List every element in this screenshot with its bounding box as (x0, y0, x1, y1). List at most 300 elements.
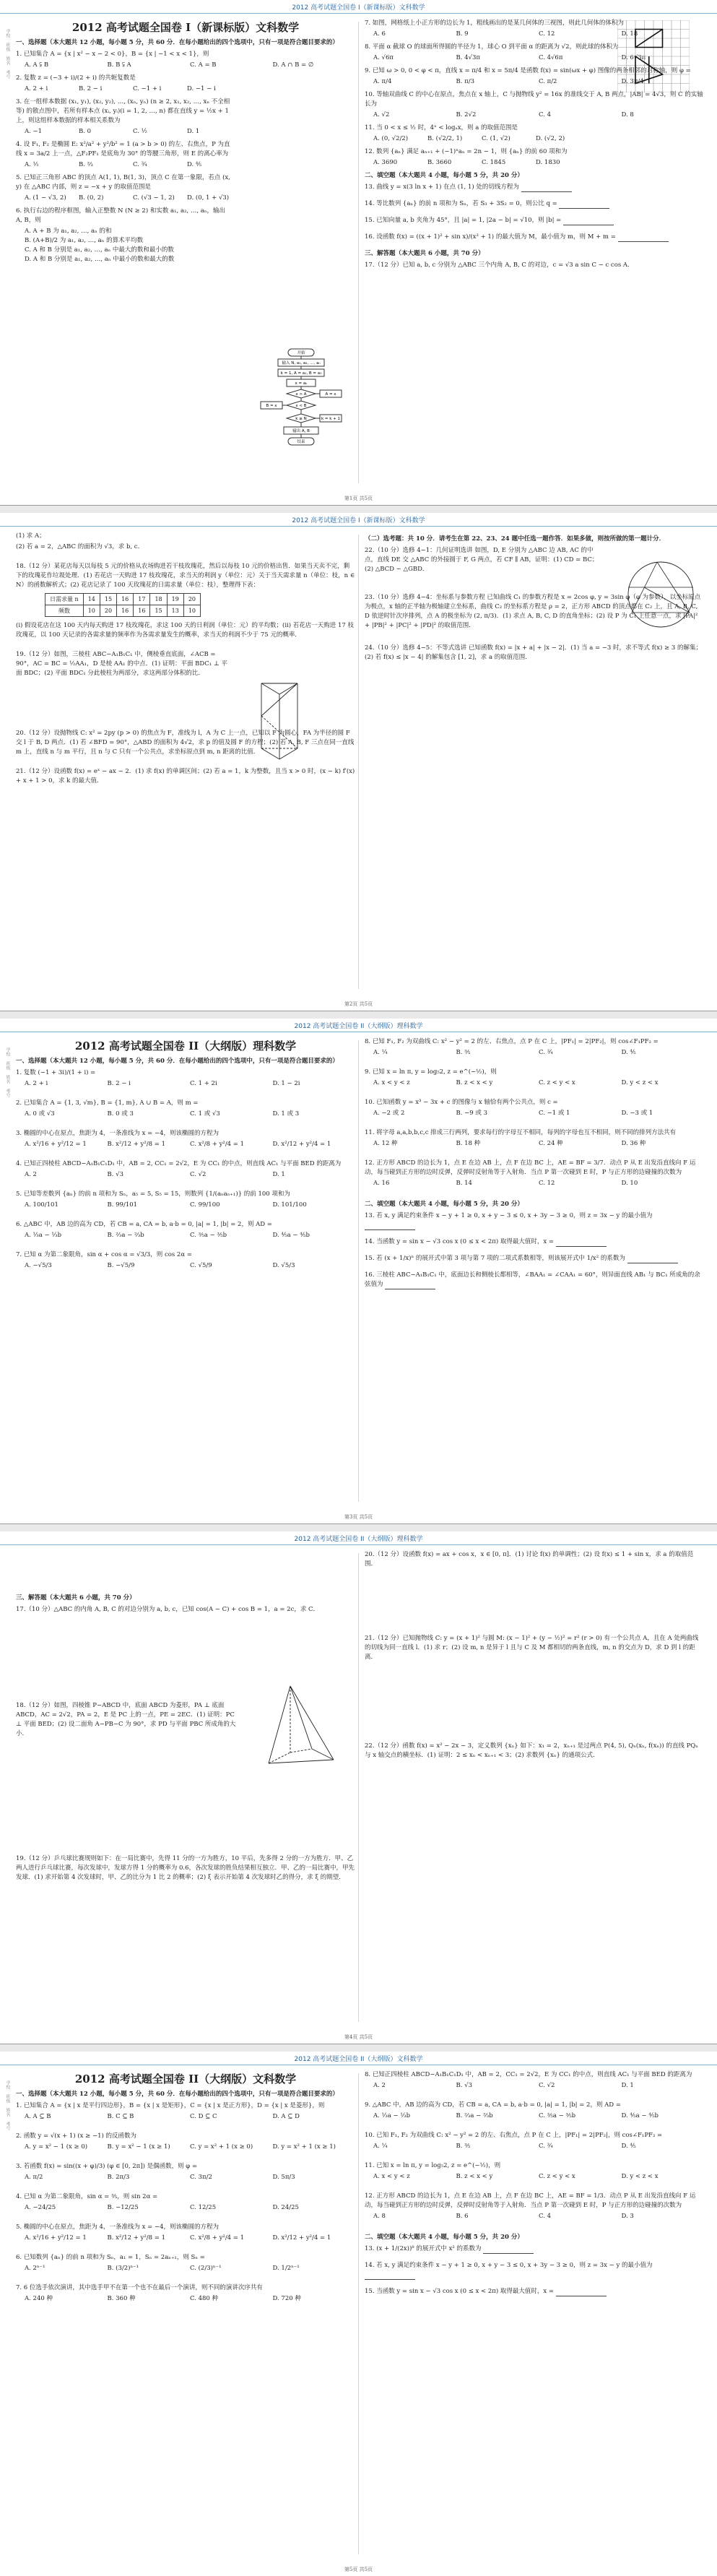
question-text: 12. 数列 {aₙ} 满足 aₙ₊₁ + (−1)ⁿaₙ = 2n − 1，则 {aₙ} 的前 60 项和为 (365, 148, 568, 155)
answer-option[interactable]: A. 2 (25, 1171, 37, 1178)
question-text: 4. 设 F₁, F₂ 是椭圆 E: x²/a² + y²/b² = 1 (a > b > 0) 的左、右焦点，P 为直线 x = 3a/2 上一点，△F₂PF₁ 是底角为 30° 的等腰三角形，则 E 的离心率为 (16, 141, 230, 157)
answer-options (16, 2143, 355, 2152)
fill-blank-text: 14. 等比数列 {aₙ} 的前 n 项和为 Sₙ，若 S₃ + 3S₂ = 0，则公比 q = (365, 200, 557, 207)
answer-option[interactable]: C. −1 或 1 (539, 1110, 570, 1117)
answer-option[interactable]: C. A = B (190, 61, 217, 69)
question-item (16, 1068, 355, 1089)
question-item (16, 2192, 355, 2213)
flow-cond-2-label: x < B (295, 404, 307, 408)
answer-option[interactable]: C. 1 + 2i (190, 1080, 217, 1087)
answer-option[interactable]: D. 720 种 (272, 2295, 301, 2302)
answer-option[interactable]: B. 18 种 (456, 1140, 481, 1147)
question-item (365, 2161, 704, 2182)
answer-option[interactable]: D. 10 (621, 1180, 638, 1187)
question-text: 4. 已知 α 为第二象限角，sin α = ⅗，则 sin 2α = (16, 2193, 158, 2200)
answer-option[interactable]: C. √2 (190, 1171, 207, 1178)
answer-option[interactable]: A. x < y < z (373, 2173, 410, 2180)
answer-options (16, 1140, 355, 1149)
answer-option[interactable]: D. 1830 (536, 159, 560, 166)
exam-title: 2012 高考试题全国卷 II（大纲版）理科数学 (74, 1040, 297, 1053)
answer-option[interactable]: C. 4 (539, 111, 552, 118)
answer-option[interactable]: A. √6π (373, 54, 394, 61)
question-list (16, 2101, 355, 2304)
answer-option[interactable]: C. 1845 (482, 159, 506, 166)
question-text: 7. 如图，网格纸上小正方形的边长为 1，粗线画出的是某几何体的三视图，则此几何体的体积为 (365, 20, 624, 27)
answer-option[interactable]: A. 8 (373, 2213, 386, 2220)
page-gap (0, 506, 717, 513)
prism-figure (247, 676, 312, 763)
answer-option[interactable]: D. 36 种 (621, 1140, 646, 1147)
answer-option[interactable]: A. 3690 (373, 159, 398, 166)
answer-option[interactable]: D. y < z < x (621, 1079, 659, 1086)
answer-option[interactable]: C. x²/8 + y²/4 = 1 (190, 2234, 245, 2242)
answer-options (16, 2264, 355, 2273)
question-text: 6. 已知数列 {aₙ} 的前 n 项和为 Sₙ，a₁ = 1，Sₙ = 2aₙ₊₁，则 Sₙ = (16, 2254, 205, 2261)
answer-option[interactable]: C. A 和 B 分别是 a₁, a₂, …, aₙ 中最大的数和最小的数 (25, 246, 174, 254)
left-column (16, 532, 355, 992)
answer-option[interactable]: B. 0 (79, 128, 92, 135)
answer-option[interactable]: D. y < z < x (621, 2173, 659, 2180)
answer-option[interactable]: B. √3 (456, 2082, 472, 2089)
answer-options (365, 2142, 704, 2151)
answer-options (16, 160, 241, 170)
answer-option[interactable]: A. y = x² − 1 (x ≥ 0) (25, 2143, 88, 2151)
answer-option[interactable]: A. 6 (373, 30, 386, 38)
answer-option[interactable]: D. ⅘a − ⅘b (272, 1232, 310, 1239)
answer-option[interactable]: B. 2π/3 (107, 2174, 130, 2181)
answer-option[interactable]: D. √5/3 (272, 1262, 295, 1269)
answer-option[interactable]: C. 99/100 (190, 1201, 220, 1209)
answer-option[interactable]: D. 18 (621, 30, 638, 38)
answer-option[interactable]: A. 0 或 √3 (25, 1110, 55, 1118)
answer-option[interactable]: D. x²/12 + y²/4 = 1 (272, 2234, 331, 2242)
column-divider (358, 2073, 359, 2554)
fill-blank-text: 13. 若 x, y 满足约束条件 x − y + 1 ≥ 0, x + y − 3 ≤ 0, x + 3y − 3 ≥ 0，则 z = 3x − y 的最小值为 (365, 1212, 653, 1219)
answer-option[interactable]: D. 1 − 2i (272, 1080, 300, 1087)
answer-option[interactable]: D. 8 (621, 111, 634, 118)
flow-output-label: 输出 A, B (292, 429, 310, 433)
question-list (365, 2070, 704, 2221)
question-text: 12. 正方形 ABCD 的边长为 1，点 E 在边 AB 上，点 F 在边 BC 上，AE = BF = 3/7．动点 P 从 E 出发沿直线向 F 运动，每当碰到正方形的边时反弹，反弹时反射角等于入射角．当点 P 第一次碰到 E 时，P 与正方形的边碰撞的次数为 (365, 1159, 696, 1176)
answer-option[interactable]: B. ⅗ (456, 2143, 471, 2150)
table-cell: 20 (100, 605, 116, 617)
question-text: 3. 在一组样本数据 (x₁, y₁), (x₂, y₂), …, (xₙ, yₙ) (n ≥ 2, x₁, x₂, …, xₙ 不全相等) 的散点图中，若所有样本点 (xᵢ, yᵢ)(i = 1, 2, …, n) 都在直线 y = ½x + 1 上，则这组样本数据的样本相关系数为 (16, 98, 230, 124)
question-text: 12. 正方形 ABCD 的边长为 1，点 E 在边 AB 上，点 F 在边 BC 上，AE = BF = 1/3．动点 P 从 E 出发沿直线向 F 运动，每当碰到正方形的边时反弹，反弹时反射角等于入射角．当点 P 第一次碰到 E 时，P 与正方形的边碰撞的次数为 (365, 2192, 696, 2209)
answer-options (16, 227, 241, 264)
answer-option[interactable]: D. A 和 B 分别是 a₁, a₂, …, aₙ 中最小的数和最大的数 (25, 256, 175, 263)
answer-option[interactable]: C. 24 种 (539, 1140, 563, 1147)
exam-page-5 (0, 2052, 717, 2576)
flow-assign-b-label: B = x (266, 404, 277, 408)
answer-option[interactable]: A. −2 或 2 (373, 1110, 405, 1117)
page-header-title: 2012 高考试题全国卷 II（大纲版）文科数学 (294, 2056, 423, 2063)
answer-option[interactable]: B. z < x < y (456, 1079, 493, 1086)
table-cell: 15 (100, 594, 116, 605)
answer-option[interactable]: B. 6 (456, 2213, 469, 2220)
answer-option[interactable]: C. ⅗a − ⅗b (539, 2112, 576, 2119)
answer-option[interactable]: A. 2ⁿ⁻¹ (25, 2265, 45, 2272)
answer-option[interactable]: C. π/2 (539, 78, 557, 85)
answer-blank[interactable] (627, 1256, 678, 1263)
column-divider (358, 1040, 359, 1502)
answer-option[interactable]: C. 12 (539, 30, 555, 38)
answer-option[interactable]: B. ⅗ (456, 1049, 471, 1056)
student-info-sidebar: 学校 班级 姓名 考号 (5, 29, 10, 79)
answer-option[interactable]: D. 3 (621, 2213, 634, 2220)
question-20: 20.（12 分）设抛物线 C: x² = 2py (p > 0) 的焦点为 F，准线为 l，A 为 C 上一点，已知以 F 为圆心，FA 为半径的圆 F 交 l 于 B, D 两点．(1) 若 ∠BFD = 90°，△ABD 的面积为 4√2，求 p 的值及圆 F 的方程；(2) 若 A, B, F 三点在同一直线 m 上，直线 n 与 m 平行，且 n 与 C 只有一个公共点，求坐标原点到 m, n 距离的比值． (16, 730, 355, 756)
answer-option[interactable]: B. ⅔a − ⅔b (107, 1232, 144, 1239)
question-19: 19.（12 分）乒乓球比赛规则如下：在一局比赛中，先得 11 分的一方为胜方，10 平后，先多得 2 分的一方为胜方．甲、乙两人进行乒乓球比赛，每次发球中，发球方得 1 分的概率为 0.6，各次发球的胜负结果相互独立．甲、乙的一局比赛中，甲先发球．(1) 求开始第 4 次发球时，甲、乙的比分为 1 比 2 的概率；(2) ξ 表示开始第 4 次发球时乙的得分，求 ξ 的期望． (16, 1855, 355, 1881)
question-text: 7. 已知 α 为第二象限角，sin α + cos α = √3/3，则 cos 2α = (16, 1251, 192, 1258)
answer-blank[interactable] (365, 1223, 415, 1230)
answer-option[interactable]: D. −3 或 1 (621, 1110, 653, 1117)
answer-option[interactable]: A. −1 (25, 128, 43, 135)
answer-option[interactable]: A. A ⫋ B (25, 61, 49, 69)
answer-option[interactable]: A. 2 (373, 2082, 386, 2089)
page-footer: 第2页 共5页 (344, 1001, 373, 1007)
fill-blank-text: 13. (x + 1/(2x))⁸ 的展开式中 x² 的系数为 (365, 2245, 482, 2252)
fill-blank-text: 13. 曲线 y = x(3 ln x + 1) 在点 (1, 1) 处的切线方程为 (365, 183, 519, 191)
question-text: 2. 复数 z = (−3 + i)/(2 + i) 的共轭复数是 (16, 74, 136, 82)
answer-option[interactable]: A. x < y < z (373, 1079, 410, 1086)
answer-option[interactable]: B. z < x < y (456, 2173, 493, 2180)
answer-option[interactable]: A. 12 种 (373, 1140, 398, 1147)
answer-option[interactable]: B. 9 (456, 30, 469, 38)
answer-blank[interactable] (521, 185, 572, 192)
answer-option[interactable]: B. −12/25 (107, 2204, 139, 2211)
answer-option[interactable]: C. √5/9 (190, 1262, 212, 1269)
answer-option[interactable]: D. 6√3π (621, 54, 646, 61)
page-gap (0, 1011, 717, 1019)
answer-option[interactable]: C. z < y < x (539, 2173, 575, 2180)
answer-option[interactable]: B. x²/12 + y²/8 = 1 (107, 1141, 165, 1148)
answer-option[interactable]: D. ⅘ (621, 2143, 636, 2150)
fill-blank-question (365, 2261, 704, 2280)
flow-input-label: 输入 N, a₁, a₂, …, aₙ (282, 361, 321, 366)
answer-option[interactable]: A. −24/25 (25, 2204, 56, 2211)
page-header-title: 2012 高考试题全国卷 II（大纲版）理科数学 (294, 1536, 423, 1543)
right-column (365, 1550, 704, 2025)
question-21: 21.（12 分）已知抛物线 C: y = (x + 1)² 与圆 M: (x − 1)² + (y − ½)² = r² (r > 0) 有一个公共点 A，且在 A 处两曲线的切线为同一直线 l．(1) 求 r；(2) 设 m, n 是异于 l 且与 C 及 M 都相切的两条直线，m, n 的交点为 D，求 D 到 l 的距离． (365, 1635, 699, 1661)
answer-option[interactable]: A. π/2 (25, 2174, 43, 2181)
page-gap (0, 1524, 717, 1531)
flow-cond-3-label: k ≥ N (295, 417, 307, 421)
table-cell: 19 (167, 594, 183, 605)
fill-list (365, 2244, 704, 2296)
answer-option[interactable]: B. B ⫋ A (107, 61, 131, 69)
answer-option[interactable]: B. C ⊆ B (107, 2113, 134, 2120)
answer-option[interactable]: C. 480 种 (190, 2295, 219, 2302)
answer-option[interactable]: D. 1/2ⁿ⁻¹ (272, 2265, 300, 2272)
answer-option[interactable]: C. ¾ (133, 161, 147, 168)
answer-option[interactable]: C. 3π/2 (190, 2174, 212, 2181)
question-item (365, 1037, 704, 1058)
answer-options (365, 2081, 704, 2091)
question-item (365, 90, 704, 120)
section-heading: 三、解答题（本大题共 6 小题，共 70 分） (365, 250, 484, 257)
flowchart-diagram (258, 347, 344, 449)
answer-option[interactable]: D. 5π/3 (272, 2174, 295, 2181)
question-item (365, 124, 704, 144)
right-column (365, 19, 704, 486)
answer-option[interactable]: D. −1 − i (187, 85, 216, 92)
question-text: 7. 6 位选手依次演讲，其中选手甲不在第一个也不在最后一个演讲，则不同的演讲次序共有 (16, 2284, 263, 2291)
answer-option[interactable]: B. 2 − i (107, 1080, 131, 1087)
answer-options (16, 194, 241, 203)
question-22: 22.（12 分）函数 f(x) = x² − 2x − 3，定义数列 {xₙ} 如下：x₁ = 2，xₙ₊₁ 是过两点 P(4, 5), Qₙ(xₙ, f(xₙ)) 的直线 PQₙ 与 x 轴交点的横坐标．(1) 证明：2 ≤ xₙ < xₙ₊₁ < 3；(2) 求数列 {xₙ} 的通项公式． (365, 1742, 698, 1759)
answer-option[interactable]: C. ½ (133, 128, 147, 135)
answer-option[interactable]: B. −9 或 3 (456, 1110, 487, 1117)
answer-option[interactable]: A. ⅓a − ⅓b (373, 2112, 411, 2119)
answer-option[interactable]: B. 3660 (427, 159, 452, 166)
page-footer: 第4页 共5页 (344, 2034, 373, 2040)
page-footer: 第3页 共5页 (344, 1514, 373, 1520)
right-column (365, 532, 704, 992)
answer-option[interactable]: D. ⅘ (621, 1049, 636, 1056)
answer-options (16, 1170, 355, 1180)
left-column (16, 2070, 355, 2557)
answer-option[interactable]: B. ⅔ (79, 161, 93, 168)
exam-page-3 (0, 1019, 717, 1524)
question-item (16, 50, 355, 70)
answer-blank[interactable] (365, 2273, 415, 2280)
answer-blank[interactable] (556, 2289, 607, 2296)
question-text: 8. 平面 α 截球 O 的球面所得圆的半径为 1，球心 O 到平面 α 的距离为 √2，则此球的体积为 (365, 43, 619, 51)
exam-title: 2012 高考试题全国卷 I（新课标版）文科数学 (71, 21, 300, 34)
answer-option[interactable]: C. √2 (539, 2082, 555, 2089)
question-text: 2. 函数 y = √(x + 1) (x ≥ −1) 的反函数为 (16, 2132, 137, 2140)
answer-option[interactable]: C. D ⊆ C (190, 2113, 217, 2120)
answer-options (365, 111, 704, 120)
question-23: 23.（10 分）选修 4−4：坐标系与参数方程 已知曲线 C₁ 的参数方程是 x = 2cos φ, y = 3sin φ（φ 为参数），以坐标原点为极点，x 轴的正半轴为极轴建立坐标系，曲线 C₂ 的坐标系方程是 ρ = 2，正方形 ABCD 的顶点都在 C₂ 上，且 A, B, C, D 依逆时针次序排列，点 A 的极坐标为 (2, π/3)．(1) 求点 A, B, C, D 的直角坐标；(2) 设 P 为 C₁ 上任意一点，求 |PA|² + |PB|² + |PC|² + |PD|² 的取值范围． (365, 594, 701, 629)
answer-option[interactable]: D. x²/12 + y²/4 = 1 (272, 1141, 331, 1148)
flow-end-label: 结束 (297, 440, 305, 444)
question-21: 21.（12 分）设函数 f(x) = eˣ − ax − 2．(1) 求 f(x) 的单调区间；(2) 若 a = 1，k 为整数，且当 x > 0 时，(x − k) f′(x) + x + 1 > 0，求 k 的最大值． (16, 768, 355, 785)
answer-option[interactable]: D. 24/25 (272, 2204, 299, 2211)
question-item (365, 1068, 704, 1088)
question-22: 22.（10 分）选修 4−1：几何证明选讲 如图，D, E 分别为 △ABC 边 AB, AC 的中点，直线 DE 交 △ABC 的外接圆于 F, G 两点，若 CF ∥ AB，证明：(1) CD = BC；(2) △BCD ∽ △GBD． (365, 547, 599, 573)
page-header-title: 2012 高考试题全国卷 II（大纲版）理科数学 (294, 1023, 423, 1030)
page-header-title: 2012 高考试题全国卷 I（新课标版）文科数学 (292, 517, 425, 524)
table-cell: 10 (83, 605, 100, 617)
answer-option[interactable]: B. 99/101 (107, 1201, 138, 1209)
answer-option[interactable]: A. −√5/3 (25, 1262, 52, 1269)
question-list (365, 1037, 704, 1188)
answer-option[interactable]: A. ⅓a − ⅓b (25, 1232, 62, 1239)
answer-option[interactable]: C. y = x² + 1 (x ≥ 0) (190, 2143, 253, 2151)
answer-option[interactable]: B. (3/2)ⁿ⁻¹ (107, 2265, 139, 2272)
left-column (16, 19, 355, 486)
answer-option[interactable]: D. y = x² + 1 (x ≥ 1) (272, 2143, 336, 2151)
answer-blank[interactable] (556, 1240, 607, 1247)
question-item (365, 147, 704, 168)
answer-option[interactable]: B. (0, 2) (79, 194, 104, 202)
answer-option[interactable]: B. ⅔a − ⅔b (456, 2112, 493, 2119)
answer-option[interactable]: B. 360 种 (107, 2295, 136, 2302)
fill-blank-text: 16. 三棱柱 ABC−A₁B₁C₁ 中，底面边长和侧棱长都相等，∠BAA₁ = ∠CAA₁ = 60°，则异面直线 AB₁ 与 BC₁ 所成角的余弦值为 (365, 1271, 700, 1288)
answer-option[interactable]: C. 4 (539, 2213, 552, 2220)
question-text: 9. △ABC 中，AB 边的高为 CD，若 CB = a, CA = b, a·b = 0, |a| = 1, |b| = 2，则 AD = (365, 2101, 621, 2109)
answer-options (16, 1231, 355, 1240)
fill-blank-text: 15. 已知向量 a, b 夹角为 45°，且 |a| = 1, |2a − b| = √10，则 |b| = (365, 217, 562, 224)
question-item (365, 2192, 704, 2221)
question-item (16, 98, 355, 137)
table-row (45, 605, 201, 617)
flow-cond-1-label: x > A (295, 392, 307, 397)
question-item (16, 2101, 355, 2122)
answer-blank[interactable] (385, 1282, 435, 1289)
answer-option[interactable]: A. π/4 (373, 78, 392, 85)
answer-option[interactable]: A. 2 + i (25, 85, 48, 92)
answer-option[interactable]: A. A + B 为 a₁, a₂, …, aₙ 的和 (25, 228, 112, 235)
fill-blank-question (365, 1237, 704, 1247)
answer-option[interactable]: A. 240 种 (25, 2295, 53, 2302)
answer-option[interactable]: B. 0 或 3 (107, 1110, 134, 1118)
answer-option[interactable]: D. (√2, 2) (536, 135, 565, 142)
answer-option[interactable]: B. (A+B)/2 为 a₁, a₂, …, aₙ 的算术平均数 (25, 237, 144, 244)
answer-option[interactable]: A. A ⊆ B (25, 2113, 51, 2120)
answer-option[interactable]: B. 4√3π (456, 54, 480, 61)
answer-option[interactable]: D. A ∩ B = ∅ (272, 61, 314, 69)
answer-options (16, 1079, 355, 1089)
answer-option[interactable]: B. −√5/9 (107, 1262, 135, 1269)
fill-list (365, 1211, 704, 1289)
question-20: 20.（12 分）设函数 f(x) = ax + cos x，x ∈ [0, π]．(1) 讨论 f(x) 的单调性；(2) 设 f(x) ≤ 1 + sin x，求 a 的取值范围． (365, 1551, 694, 1568)
answer-option[interactable]: B. (√2/2, 1) (427, 135, 463, 142)
answer-option[interactable]: D. 1 (187, 128, 200, 135)
question-item (16, 173, 355, 203)
answer-options (16, 85, 241, 94)
answer-option[interactable]: D. (0, 1 + √3) (187, 194, 230, 202)
answer-option[interactable]: B. 14 (456, 1180, 472, 1187)
right-column (365, 2070, 704, 2557)
answer-option[interactable]: B. y = x² − 1 (x ≥ 1) (107, 2143, 170, 2151)
table-cell: 13 (167, 605, 183, 617)
answer-option[interactable]: C. 12 (539, 1180, 555, 1187)
answer-option[interactable]: C. (√3 − 1, 2) (133, 194, 175, 202)
page-header-title: 2012 高考试题全国卷 I（新课标版）文科数学 (292, 4, 425, 12)
page-gap (0, 2044, 717, 2052)
answer-option[interactable]: C. x²/8 + y²/4 = 1 (190, 1141, 245, 1148)
fill-blank-text: 15. 若 (x + 1/x)ⁿ 的展开式中第 3 项与第 7 项的二项式系数相等，则该展开式中 1/x² 的系数为 (365, 1255, 625, 1262)
answer-option[interactable]: A. √2 (373, 111, 390, 118)
answer-options (365, 2172, 704, 2182)
question-item (16, 2162, 355, 2182)
answer-blank[interactable] (563, 218, 614, 225)
question-item (365, 1098, 704, 1118)
answer-options (365, 1079, 704, 1088)
answer-option[interactable]: C. 1 或 √3 (190, 1110, 220, 1118)
table-header-row (45, 594, 201, 605)
section-heading: 一、选择题（本大题共 12 小题，每小题 5 分，共 60 分．在每小题给出的四个选项中，只有一项是符合题目要求的） (16, 2091, 339, 2098)
answer-option[interactable]: C. ⅗a − ⅗b (190, 1232, 227, 1239)
answer-option[interactable]: C. ¾ (539, 2143, 553, 2150)
table-cell: 16 (117, 605, 134, 617)
table-cell: 频数 (45, 605, 84, 617)
q17-part-2: (2) 若 a = 2，△ABC 的面积为 √3，求 b, c． (16, 543, 144, 550)
section-heading: 二、填空题（本大题共 4 小题，每小题 5 分，共 20 分） (365, 1201, 523, 1208)
question-text: 1. 已知集合 A = {x | x² − x − 2 < 0}，B = {x | −1 < x < 1}，则 (16, 51, 209, 58)
answer-options (16, 2112, 355, 2122)
question-item (365, 2131, 704, 2151)
answer-option[interactable]: D. 1 或 3 (272, 1110, 300, 1118)
fill-blank-question (365, 2244, 704, 2254)
question-text: 3. 若函数 f(x) = sin((x + φ)/3) (φ ∈ [0, 2π]) 是偶函数，则 φ = (16, 2163, 198, 2170)
answer-options (365, 1179, 704, 1188)
question-list (16, 1068, 355, 1271)
answer-option[interactable]: C. z < y < x (539, 1079, 575, 1086)
answer-option[interactable]: C. 4√6π (539, 54, 563, 61)
answer-options (16, 127, 241, 137)
answer-option[interactable]: A. (1 − √3, 2) (25, 194, 66, 202)
section-heading: 一、选择题（本大题共 12 小题，每小题 5 分，共 60 分．在每小题给出的四个选项中，只有一项是符合题目要求的） (16, 39, 339, 46)
answer-option[interactable]: A. 100/101 (25, 1201, 58, 1209)
flow-step-label: x = aₖ (295, 381, 308, 386)
answer-option[interactable]: B. π/3 (456, 78, 475, 85)
answer-option[interactable]: A. ¼ (373, 2143, 388, 2150)
answer-option[interactable]: A. x²/16 + y²/12 = 1 (25, 1141, 87, 1148)
answer-option[interactable]: C. ¾ (539, 1049, 553, 1056)
question-text: 10. 等轴双曲线 C 的中心在原点，焦点在 x 轴上，C 与抛物线 y² = 16x 的准线交于 A, B 两点，|AB| = 4√3，则 C 的实轴长为 (365, 91, 703, 108)
answer-option[interactable]: D. ⅘a − ⅘b (621, 2112, 659, 2119)
question-item (365, 2070, 704, 2091)
section-heading: 二、填空题（本大题共 4 小题，每小题 5 分，共 20 分） (365, 2234, 523, 2241)
answer-option[interactable]: D. ⅘ (187, 161, 202, 168)
answer-option[interactable]: C. (2/3)ⁿ⁻¹ (190, 2265, 222, 2272)
answer-option[interactable]: D. 3π/4 (621, 78, 644, 85)
answer-option[interactable]: D. 1 (621, 2082, 634, 2089)
answer-option[interactable]: A. (0, √2/2) (373, 135, 409, 142)
table-cell: 17 (134, 594, 150, 605)
question-18-part-2: (i) 假设花店在这 100 天内每天购进 17 枝玫瑰花，求这 100 天的日利润（单位：元）的平均数；(ii) 若花店一天购进 17 枝玫瑰花，以 100 天记录的各需求量的频率作为各需求量发生的概率，求当天的利润不少于 75 元的概率． (16, 622, 355, 639)
question-text: 8. 已知正四棱柱 ABCD−A₁B₁C₁D₁ 中，AB = 2，CC₁ = 2√2，E 为 CC₁ 的中点，则直线 AC₁ 与平面 BED 的距离为 (365, 2071, 692, 2078)
page-header (0, 2052, 717, 2065)
answer-blank[interactable] (483, 2247, 534, 2254)
answer-option[interactable]: D. A ⊆ D (272, 2113, 300, 2120)
exam-page-4 (0, 1531, 717, 2044)
table-cell: 日需求量 n (45, 594, 84, 605)
answer-option[interactable]: A. ½ (25, 161, 39, 168)
answer-blank[interactable] (559, 202, 609, 209)
question-text: 5. 已知正三角形 ABC 的顶点 A(1, 1), B(1, 3)，顶点 C 在第一象限，若点 (x, y) 在 △ABC 内部，则 z = −x + y 的取值范围是 (16, 174, 230, 191)
answer-option[interactable]: C. −1 + i (133, 85, 162, 92)
answer-option[interactable]: A. x²/16 + y²/12 = 1 (25, 2234, 87, 2242)
page-footer: 第5页 共5页 (344, 2567, 373, 2572)
answer-blank[interactable] (618, 235, 669, 242)
fill-blank-question (365, 216, 704, 225)
fill-blank-question (365, 2287, 704, 2296)
answer-option[interactable]: C. (1, √2) (482, 135, 510, 142)
answer-option[interactable]: D. 1 (272, 1171, 285, 1178)
answer-option[interactable]: A. 16 (373, 1180, 390, 1187)
answer-options (16, 2203, 355, 2213)
answer-option[interactable]: B. 2 − i (79, 85, 103, 92)
answer-option[interactable]: D. 101/100 (272, 1201, 307, 1209)
answer-options (365, 1139, 704, 1149)
question-item (16, 140, 355, 170)
question-item (16, 2132, 355, 2152)
page-footer: 第1页 共5页 (344, 496, 373, 501)
fill-blank-text: 15. 当函数 y = sin x − √3 cos x (0 ≤ x < 2π) 取得最大值时，x = (365, 2288, 554, 2295)
question-text: 6. 执行右边的程序框图，输入正整数 N (N ≥ 2) 和实数 a₁, a₂, …, aₙ，输出 A, B，则 (16, 207, 225, 224)
table-cell: 16 (134, 605, 150, 617)
answer-option[interactable]: C. 12/25 (190, 2204, 217, 2211)
answer-option[interactable]: A. 2 + i (25, 1080, 48, 1087)
answer-option[interactable]: B. 2√2 (456, 111, 477, 118)
answer-option[interactable]: B. √3 (107, 1171, 123, 1178)
answer-option[interactable]: A. ¼ (373, 1049, 388, 1056)
answer-option[interactable]: B. x²/12 + y²/8 = 1 (107, 2234, 165, 2242)
